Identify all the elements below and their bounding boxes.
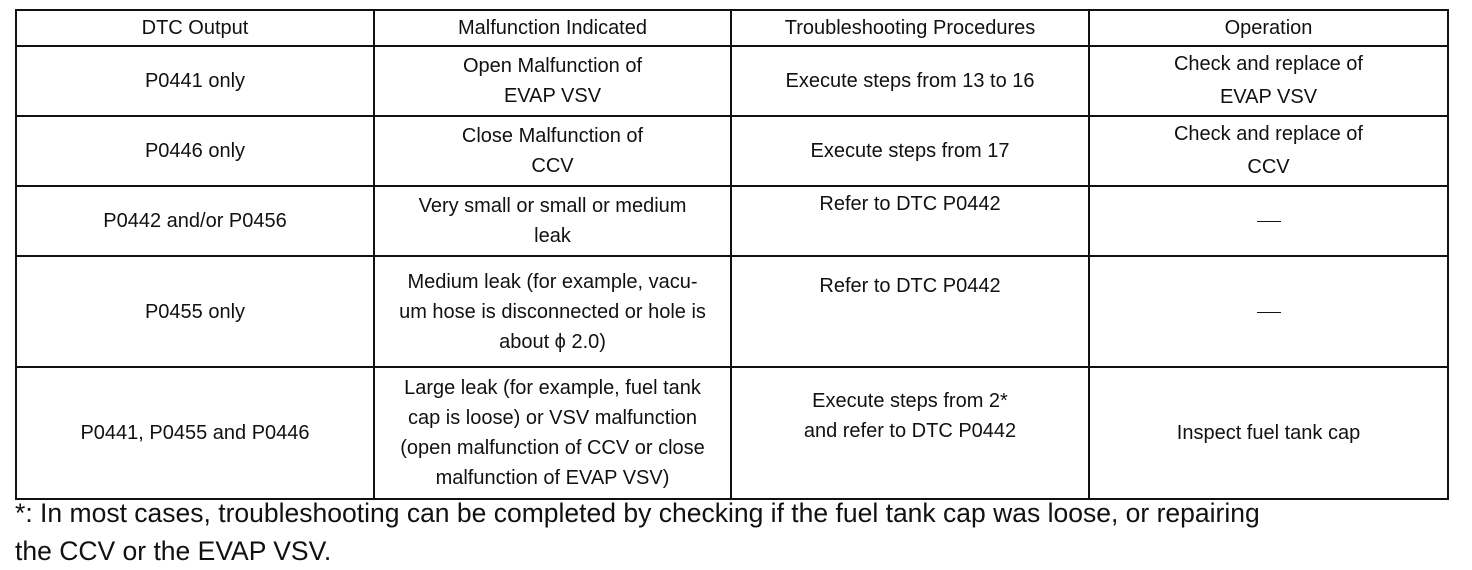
procedure-cell: [731, 116, 1089, 186]
table-header-row: [16, 10, 1448, 46]
procedure-line: Refer to DTC P0442: [819, 275, 1001, 297]
table-row: [16, 256, 1448, 367]
malfunction-cell: [374, 116, 731, 186]
footnote: [15, 494, 1455, 570]
table-row: [16, 46, 1448, 116]
dtc-output-cell: P0455 only: [16, 256, 374, 367]
malfunction-line: Large leak (for example, fuel tank: [404, 377, 701, 399]
malfunction-cell: [374, 256, 731, 367]
footnote-line: *: In most cases, troubleshooting can be completed by checking if the fuel tank cap was loose, or repairing: [15, 498, 1260, 528]
procedure-cell: [731, 367, 1089, 499]
table-row: [16, 367, 1448, 499]
dtc-table: [15, 9, 1449, 500]
malfunction-line: Medium leak (for example, vacu-: [407, 270, 698, 293]
empty-dash: [1257, 312, 1281, 313]
procedure-cell: [731, 256, 1089, 367]
operation-cell: [1089, 46, 1448, 116]
operation-cell: [1089, 256, 1448, 367]
dtc-output-cell: P0446 only: [16, 116, 374, 186]
procedure-line: Refer to DTC P0442: [819, 193, 1001, 215]
operation-cell: [1089, 367, 1448, 499]
operation-line: CCV: [1247, 156, 1290, 178]
footnote-line: the CCV or the EVAP VSV.: [15, 536, 332, 566]
dtc-output-cell: P0441, P0455 and P0446: [16, 367, 374, 499]
operation-cell: [1089, 116, 1448, 186]
dtc-output-cell: P0442 and/or P0456: [16, 186, 374, 256]
malfunction-line: leak: [534, 225, 571, 247]
malfunction-line: Very small or small or medium: [418, 195, 687, 217]
malfunction-line: CCV: [531, 155, 574, 177]
operation-line: Inspect fuel tank cap: [1176, 422, 1361, 444]
malfunction-line: malfunction of EVAP VSV): [435, 467, 670, 489]
malfunction-line: um hose is disconnected or hole is: [399, 300, 706, 323]
operation-cell: [1089, 186, 1448, 256]
table-row: [16, 186, 1448, 256]
procedure-line: Execute steps from 13 to 16: [785, 70, 1035, 92]
header-malfunction-indicated: Malfunction Indicated: [374, 10, 731, 46]
dtc-output-cell: P0441 only: [16, 46, 374, 116]
header-operation: Operation: [1089, 10, 1448, 46]
malfunction-line: Open Malfunction of: [463, 55, 642, 77]
malfunction-cell: [374, 186, 731, 256]
procedure-line: Execute steps from 2*: [812, 390, 1008, 412]
malfunction-line: EVAP VSV: [503, 85, 602, 107]
procedure-cell: [731, 186, 1089, 256]
table-row: [16, 116, 1448, 186]
empty-dash: [1257, 221, 1281, 222]
operation-line: Check and replace of: [1173, 123, 1363, 145]
procedure-line: and refer to DTC P0442: [803, 420, 1017, 442]
malfunction-cell: [374, 46, 731, 116]
malfunction-line: about ϕ 2.0): [499, 330, 606, 353]
operation-line: Check and replace of: [1173, 53, 1363, 75]
procedure-cell: [731, 46, 1089, 116]
malfunction-cell: [374, 367, 731, 499]
malfunction-line: Close Malfunction of: [461, 125, 644, 147]
malfunction-line: (open malfunction of CCV or close: [400, 437, 705, 459]
header-dtc-output: DTC Output: [16, 10, 374, 46]
procedure-line: Execute steps from 17: [810, 140, 1010, 162]
malfunction-line: cap is loose) or VSV malfunction: [407, 407, 698, 429]
operation-line: EVAP VSV: [1219, 86, 1318, 108]
header-troubleshooting-procedures: Troubleshooting Procedures: [731, 10, 1089, 46]
